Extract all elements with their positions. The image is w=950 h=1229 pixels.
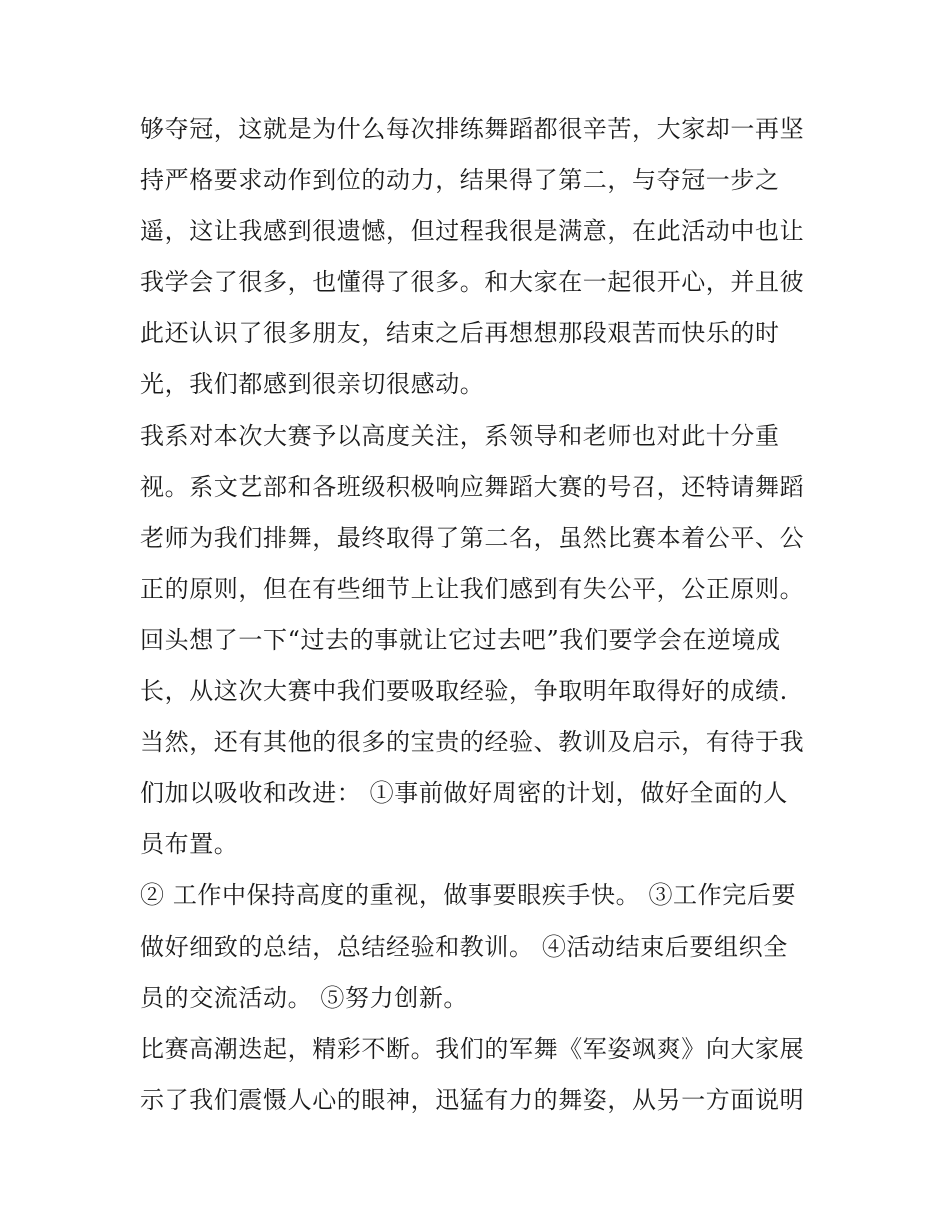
text-line: 员的交流活动。 ⑤努力创新。 <box>140 983 469 1012</box>
text-line: 光，我们都感到很亲切很感动。 <box>140 370 485 399</box>
text-line: 做好细致的总结，总结经验和教训。 ④活动结束后要组织全 <box>140 932 788 961</box>
text-line: 此还认识了很多朋友，结束之后再想想那段艰苦而快乐的时 <box>140 319 780 348</box>
text-line: 比赛高潮迭起，精彩不断。我们的军舞《军姿飒爽》向大家展 <box>140 1034 805 1063</box>
text-line: 回头想了一下“过去的事就让它过去吧”我们要学会在逆境成 <box>140 625 781 654</box>
text-line: 视。系文艺部和各班级积极响应舞蹈大赛的号召，还特请舞蹈 <box>140 472 805 501</box>
text-line: 示了我们震慑人心的眼神，迅猛有力的舞姿，从另一方面说明 <box>140 1085 805 1114</box>
document-body <box>140 104 820 1126</box>
text-line: 我学会了很多，也懂得了很多。和大家在一起很开心，并且彼 <box>140 268 805 297</box>
text-line: 长，从这次大赛中我们要吸取经验，争取明年取得好的成绩. <box>140 677 788 706</box>
text-line: 员布置。 <box>140 830 239 859</box>
text-line: 遥，这让我感到很遗憾，但过程我很是满意，在此活动中也让 <box>140 217 805 246</box>
text-line: 当然，还有其他的很多的宝贵的经验、教训及启示，有待于我 <box>140 728 805 757</box>
text-line: 老师为我们排舞，最终取得了第二名，虽然比赛本着公平、公 <box>140 523 805 552</box>
text-line: ② 工作中保持高度的重视，做事要眼疾手快。 ③工作完后要 <box>140 881 797 910</box>
text-line: 正的原则，但在有些细节上让我们感到有失公平，公正原则。 <box>140 574 805 603</box>
text-line: 够夺冠，这就是为什么每次排练舞蹈都很辛苦，大家却一再坚 <box>140 115 805 143</box>
text-line: 我系对本次大赛予以高度关注，系领导和老师也对此十分重 <box>140 421 780 450</box>
text-line: 持严格要求动作到位的动力，结果得了第二，与夺冠一步之 <box>140 166 780 195</box>
text-line: 们加以吸收和改进： ①事前做好周密的计划，做好全面的人 <box>140 779 788 808</box>
